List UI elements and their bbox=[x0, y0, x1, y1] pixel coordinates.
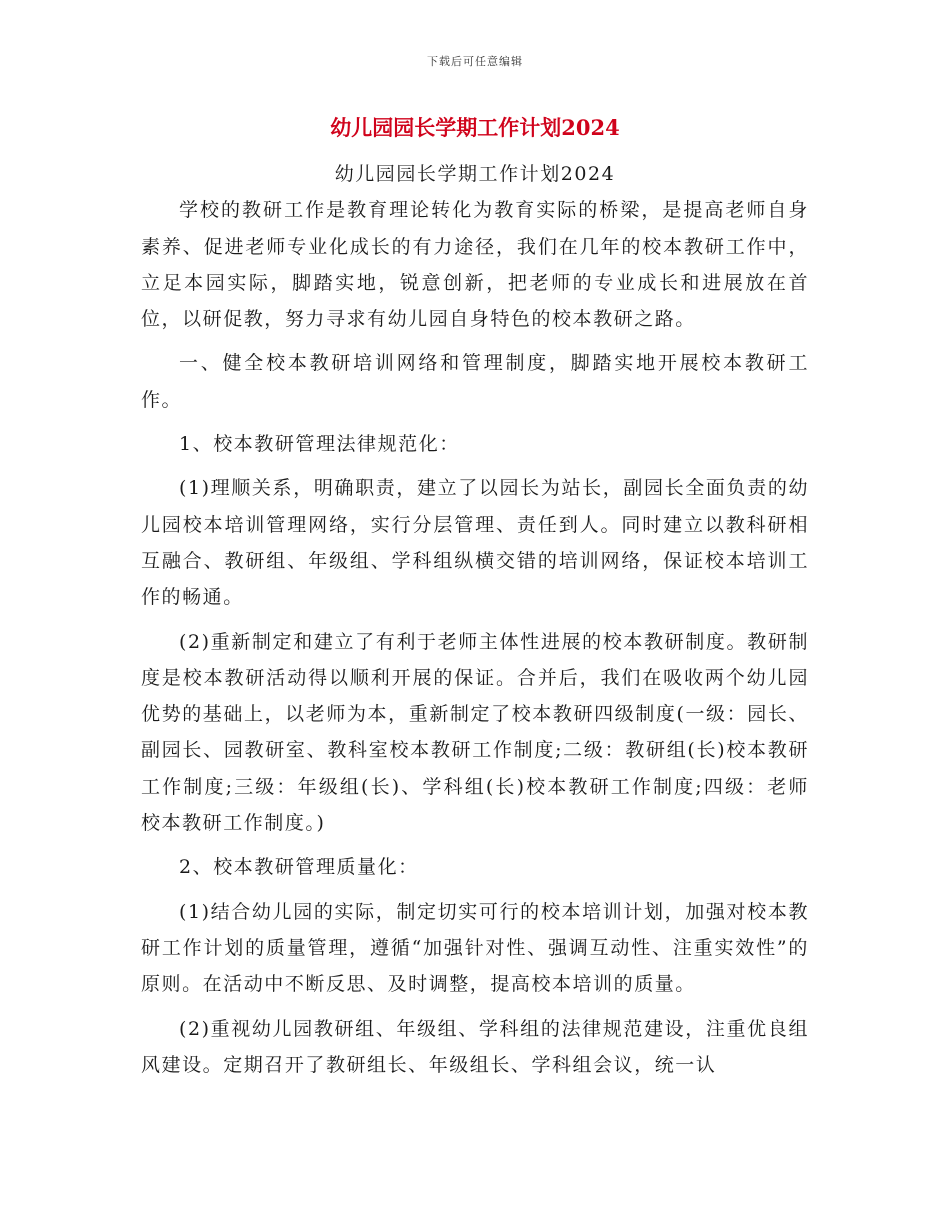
paragraph-item-1-1: (1)理顺关系，明确职责，建立了以园长为站长，副园长全面负责的幼儿园校本培训管理网络，实行分层管理、责任到人。同时建立以教科研相互融合、教研组、年级组、学科组纵横交错的培训网络，保证校本培训工作的畅通。 bbox=[141, 477, 809, 609]
subsection-heading-1: 1、校本教研管理法律规范化： bbox=[179, 433, 460, 456]
subsection-heading-2: 2、校本教研管理质量化： bbox=[179, 856, 419, 879]
paragraph-item-1-2: (2)重新制定和建立了有利于老师主体性进展的校本教研制度。教研制度是校本教研活动得以顺利开展的保证。合并后，我们在吸收两个幼儿园优势的基础上，以老师为本，重新制定了校本教研四级制度(一级：园长、副园长、园教研室、教科室校本教研工作制度;二级：教研组(长)校本教研工作制度;三级：年级组(长)、学科组(长)校本教研工作制度;四级：老师校本教研工作制度。) bbox=[141, 630, 809, 835]
document-body bbox=[141, 156, 809, 1083]
paragraph-item-2-2: (2)重视幼儿园教研组、年级组、学科组的法律规范建设，注重优良组风建设。定期召开了教研组长、年级组长、学科组会议，统一认 bbox=[141, 1017, 809, 1076]
paragraph-intro: 学校的教研工作是教育理论转化为教育实际的桥梁，是提高老师自身素养、促进老师专业化成长的有力途径，我们在几年的校本教研工作中，立足本园实际，脚踏实地，锐意创新，把老师的专业成长和进展放在首位，以研促教，努力寻求有幼儿园自身特色的校本教研之路。 bbox=[141, 199, 809, 331]
document-title: 幼儿园园长学期工作计划2024 bbox=[330, 115, 620, 140]
paragraph-item-2-1: (1)结合幼儿园的实际，制定切实可行的校本培训计划，加强对校本教研工作计划的质量管理，遵循“加强针对性、强调互动性、注重实效性”的原则。在活动中不断反思、及时调整，提高校本培训的质量。 bbox=[141, 900, 809, 996]
section-heading-1: 一、健全校本教研培训网络和管理制度，脚踏实地开展校本教研工作。 bbox=[141, 352, 809, 411]
document-subtitle: 幼儿园园长学期工作计划2024 bbox=[334, 163, 616, 185]
header-note: 下载后可任意编辑 bbox=[427, 55, 523, 68]
